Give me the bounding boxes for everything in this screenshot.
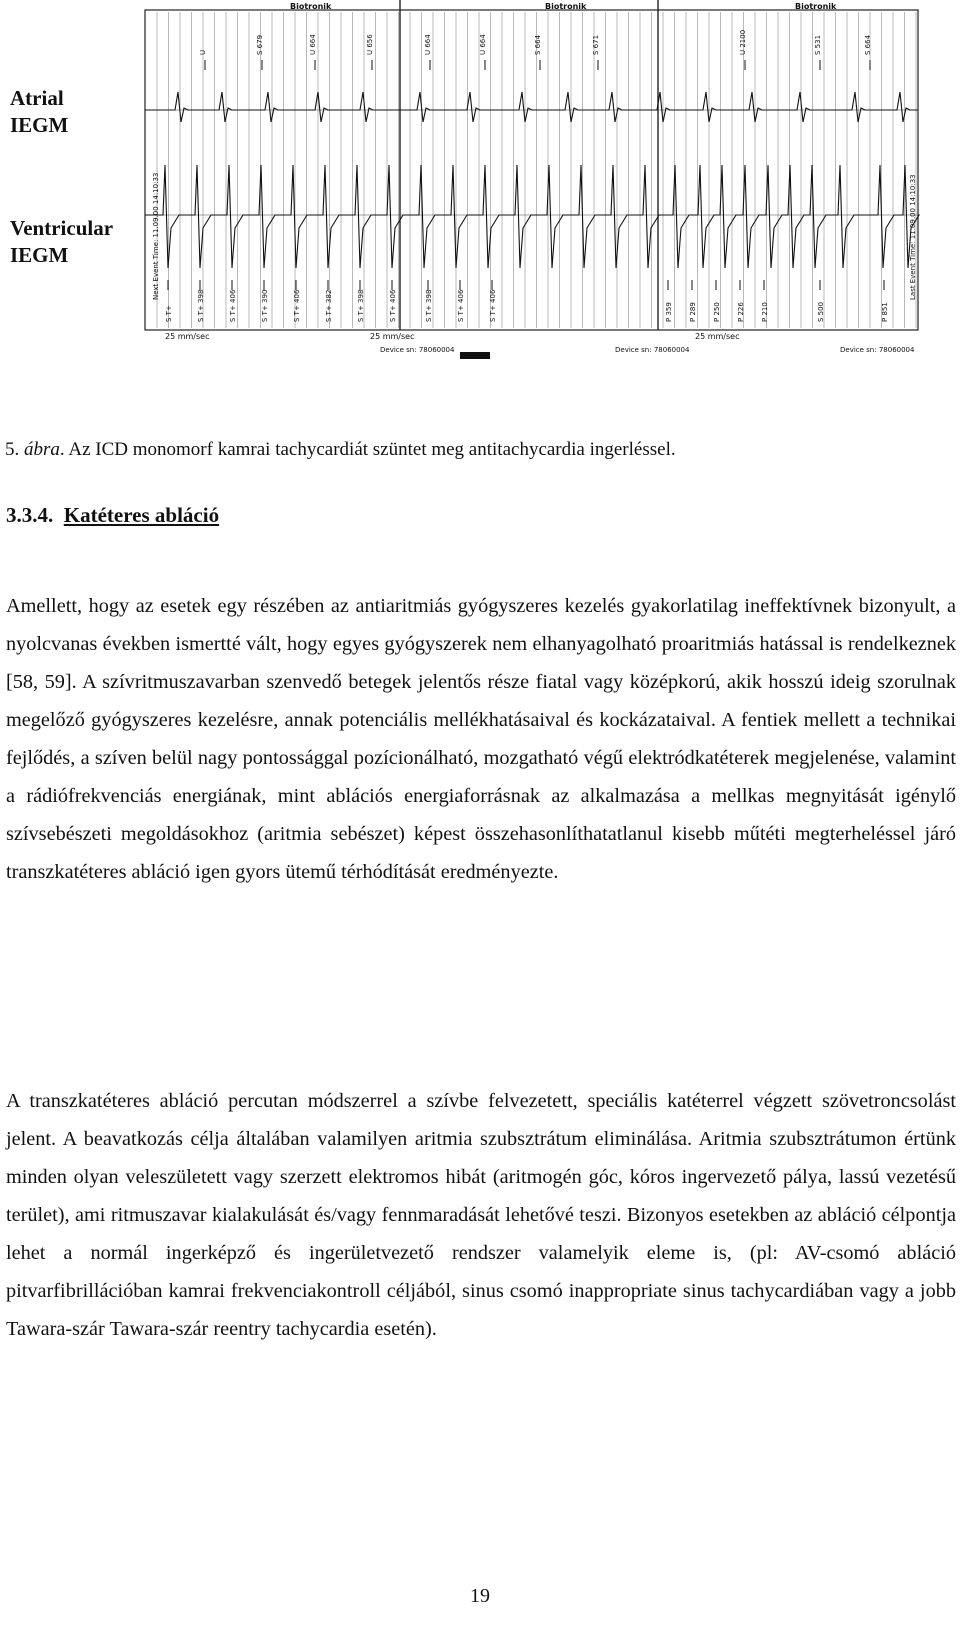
top-marker-label: U 664 (424, 34, 432, 55)
iegm-figure (0, 0, 960, 380)
bottom-marker-label: S T+ 398 (197, 289, 205, 322)
top-marker-label: U 2100 (739, 29, 747, 55)
body-paragraph-1: Amellett, hogy az esetek egy részében az antiaritmiás gyógyszeres kezelés gyakorlatilag ineffektívnek bizonyult, a nyolcvanas években ismertté vált, hogy egyes gyógyszerek nem elhanyagolható proaritmiás hatással is rendelkeznek [58, 59]. A szívritmuszavarban szenvedő betegek jelentős része fiatal vagy középkorú, akik hosszú ideig szorulnak megelőző gyógyszeres kezelésre, annak potenciális mellékhatásaival és kockázataival. A fentiek mellett a technikai fejlődés, a szíven belül nagy pontossággal pozícionálható, mozgatható végű elektródkatéterek megjelenése, valamint a rádiófrekvenciás energiának, mint ablációs energiaforrásnak az alkalmazása a mellkas megnyitását igénylő szívsebészeti megoldásokhoz (aritmia sebészet) képest összehasonlíthatatlanul kisebb műtéti megterheléssel járó transzkatéteres abláció igen gyors ütemű térhódítását eredményezte. (6, 595, 956, 884)
ventricular-iegm-label: Ventricular IEGM (10, 216, 114, 267)
strip-device: Device sn: 78060004 (380, 346, 455, 354)
top-marker-label: S 664 (534, 34, 542, 55)
caption-text: . Az ICD monomorf kamrai tachycardiát szüntet meg antitachycardia ingerléssel. (59, 439, 676, 460)
bottom-marker-label: P 210 (761, 302, 769, 322)
top-marker-label: U 656 (366, 34, 374, 55)
bottom-marker-label: P 851 (881, 302, 889, 322)
last-event-time: Last Event Time: 11.09.00 14:10:33 (909, 174, 917, 300)
strip-device: Device sn: 78060004 (615, 346, 690, 354)
bottom-marker-label: P 250 (713, 302, 721, 322)
section-heading (6, 501, 219, 529)
bottom-marker-label: S T+ 406 (229, 289, 237, 322)
top-marker-label: U (199, 49, 207, 55)
section-title: Katéteres abláció (63, 503, 220, 527)
bottom-marker-label: S T+ 406 (457, 289, 465, 322)
body-paragraph-2: A transzkatéteres abláció percutan módszerrel a szívbe felvezetett, speciális katéterrel végzett szövetroncsolást jelent. A beavatkozás célja általában valamilyen aritmia szubsztrátum eliminálása. Aritmia szubsztrátumon értünk minden olyan veleszületett vagy szerzett elektromos hibát (aritmogén góc, kóros ingervezető pálya, lassú vezetésű terület), ami ritmuszavar kialakulását és/vagy fennmaradását lehetővé teszi. Bizonyos esetekben az abláció célpontja lehet a normál ingerképző és ingerületvezető rendszer valamelyik eleme is, (pl: AV-csomó abláció pitvarfibrillációban kamrai frekvenciakontroll céljából, sinus csomó inappropriate sinus tachycardiában vagy a jobb Tawara-szár Tawara-szár reentry tachycardia esetén). (6, 1090, 956, 1341)
bottom-marker-label: P 289 (689, 302, 697, 322)
top-marker-label: S 671 (592, 34, 600, 55)
atrial-iegm-label: Atrial IEGM (10, 86, 69, 137)
bottom-marker-label: S T+ (165, 305, 173, 322)
figure-caption (5, 438, 945, 462)
top-marker-label: S 664 (864, 34, 872, 55)
next-event-time: Next Event Time: 11.09.00 14:10:33 (152, 172, 160, 300)
bottom-marker-label: S T+ 398 (357, 289, 365, 322)
strip-header: Biotronik (545, 2, 587, 11)
bottom-marker-label: P 359 (665, 302, 673, 322)
top-marker-label: U 664 (309, 34, 317, 55)
top-marker-label: S 531 (814, 34, 822, 55)
bottom-marker-label: S T+ 398 (425, 289, 433, 322)
strip-device: Device sn: 78060004 (840, 346, 915, 354)
bottom-marker-label: P 226 (737, 302, 745, 322)
strip-speed: 25 mm/sec (370, 332, 415, 341)
bottom-marker-label: S 500 (817, 301, 825, 322)
bottom-marker-label: S T+ 390 (261, 289, 269, 322)
bottom-marker-label: S T+ 406 (389, 289, 397, 322)
bottom-marker-label: S T+ 382 (325, 289, 333, 322)
caption-figure-word: ábra (24, 439, 60, 460)
bottom-marker-label: S T+ 406 (293, 289, 301, 322)
strip-speed: 25 mm/sec (695, 332, 740, 341)
strip-header: Biotronik (795, 2, 837, 11)
top-marker-label: S 679 (256, 34, 264, 55)
section-number: 3.3.4. (6, 503, 54, 527)
event-bar (460, 352, 490, 359)
caption-number: 5. (5, 439, 24, 460)
iegm-strip-image (0, 0, 960, 380)
page-number: 19 (470, 1585, 490, 1607)
bottom-marker-label: S T+ 406 (489, 289, 497, 322)
strip-header: Biotronik (290, 2, 332, 11)
top-marker-label: U 664 (479, 34, 487, 55)
strip-speed: 25 mm/sec (165, 332, 210, 341)
